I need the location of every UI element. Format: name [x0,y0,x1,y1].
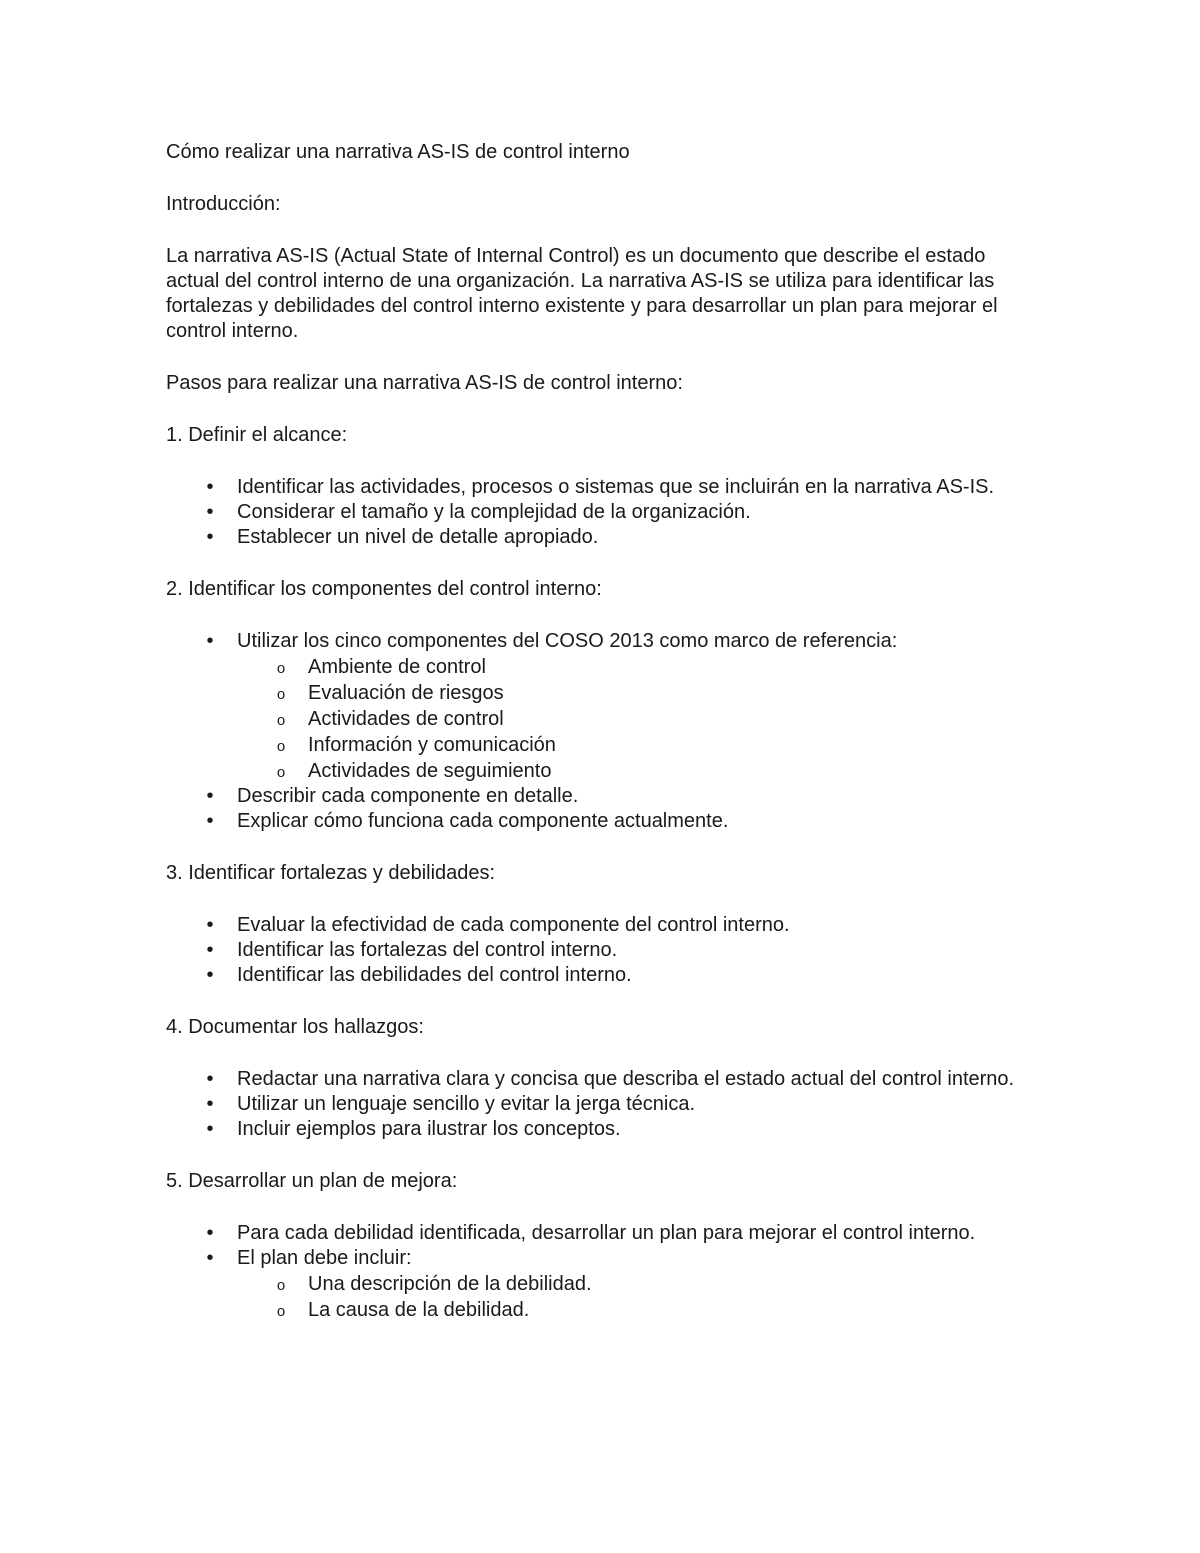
bullet-list [166,475,1036,550]
steps-list [166,423,1036,1323]
intro-heading: Introducción: [166,193,281,215]
list-item-text: Identificar las fortalezas del control interno. [237,939,618,961]
bullet-list [166,913,1036,988]
bullet-icon: • [206,810,214,832]
step-heading: 1. Definir el alcance: [166,424,348,446]
sub-list-item-text: Actividades de control [308,708,504,730]
list-item-text: Describir cada componente en detalle. [237,785,579,807]
bullet-list [166,1221,1036,1323]
list-item-text: Utilizar los cinco componentes del COSO 2013 como marco de referencia: [237,630,898,652]
document-title: Cómo realizar una narrativa AS-IS de control interno [166,141,630,163]
list-item-text: Considerar el tamaño y la complejidad de la organización. [237,501,751,523]
list-item [166,1092,1036,1117]
sub-list-item-text: Ambiente de control [308,656,486,678]
step-heading: 4. Documentar los hallazgos: [166,1016,424,1038]
bullet-icon: • [206,1247,214,1269]
bullet-icon: • [206,630,214,652]
list-item [166,784,1036,809]
list-item-text: Identificar las debilidades del control interno. [237,964,632,986]
list-item-text: Para cada debilidad identificada, desarrollar un plan para mejorar el control interno. [237,1222,976,1244]
list-item-text: Evaluar la efectividad de cada componente del control interno. [237,914,790,936]
bullet-icon: • [206,1093,214,1115]
list-item [166,1117,1036,1142]
list-item [166,629,1036,784]
list-item-text: Redactar una narrativa clara y concisa que describa el estado actual del control interno. [237,1068,1015,1090]
sub-list [237,654,1036,784]
sub-bullet-icon: o [276,686,286,703]
list-item [166,963,1036,988]
list-item [166,500,1036,525]
sub-list-item [166,1297,1036,1323]
list-item-text: El plan debe incluir: [237,1247,412,1269]
bullet-icon: • [206,1118,214,1140]
list-item [166,475,1036,500]
bullet-icon: • [206,785,214,807]
bullet-icon: • [206,1068,214,1090]
sub-list-item [166,680,1036,706]
step-heading: 3. Identificar fortalezas y debilidades: [166,862,496,884]
list-item [166,1246,1036,1323]
sub-list-item-text: Evaluación de riesgos [308,682,504,704]
list-item [166,1221,1036,1246]
list-item [166,938,1036,963]
sub-list-item [166,706,1036,732]
sub-bullet-icon: o [276,1277,286,1294]
bullet-icon: • [206,501,214,523]
bullet-list [166,1067,1036,1142]
sub-bullet-icon: o [276,1303,286,1320]
bullet-icon: • [206,526,214,548]
list-item-text: Utilizar un lenguaje sencillo y evitar la jerga técnica. [237,1093,696,1115]
intro-paragraph: La narrativa AS-IS (Actual State of Internal Control) es un documento que describe el estado actual del control interno de una organización. La narrativa AS-IS se utiliza para identificar las fortalezas y debilidades del control interno existente y para desarrollar un plan para mejorar el control interno. [166,245,998,342]
steps-heading: Pasos para realizar una narrativa AS-IS de control interno: [166,372,683,394]
step-heading: 2. Identificar los componentes del control interno: [166,578,602,600]
list-item [166,809,1036,834]
sub-list-item [166,758,1036,784]
sub-list-item-text: La causa de la debilidad. [308,1299,530,1321]
list-item-text: Identificar las actividades, procesos o sistemas que se incluirán en la narrativa AS-IS. [237,476,995,498]
sub-list-item-text: Información y comunicación [308,734,556,756]
list-item-text: Explicar cómo funciona cada componente actualmente. [237,810,729,832]
sub-list-item [166,732,1036,758]
list-item-text: Establecer un nivel de detalle apropiado. [237,526,599,548]
list-item [166,913,1036,938]
step-heading: 5. Desarrollar un plan de mejora: [166,1170,458,1192]
sub-list-item-text: Actividades de seguimiento [308,760,552,782]
bullet-icon: • [206,476,214,498]
sub-bullet-icon: o [276,712,286,729]
bullet-icon: • [206,939,214,961]
sub-list-item [166,654,1036,680]
bullet-list [166,629,1036,834]
bullet-icon: • [206,914,214,936]
list-item-text: Incluir ejemplos para ilustrar los conceptos. [237,1118,621,1140]
list-item [166,1067,1036,1092]
document-page [166,140,1036,1350]
sub-bullet-icon: o [276,738,286,755]
sub-list-item-text: Una descripción de la debilidad. [308,1273,592,1295]
bullet-icon: • [206,964,214,986]
list-item [166,525,1036,550]
sub-list-item [166,1271,1036,1297]
sub-list [237,1271,1036,1323]
sub-bullet-icon: o [276,764,286,781]
sub-bullet-icon: o [276,660,286,677]
bullet-icon: • [206,1222,214,1244]
